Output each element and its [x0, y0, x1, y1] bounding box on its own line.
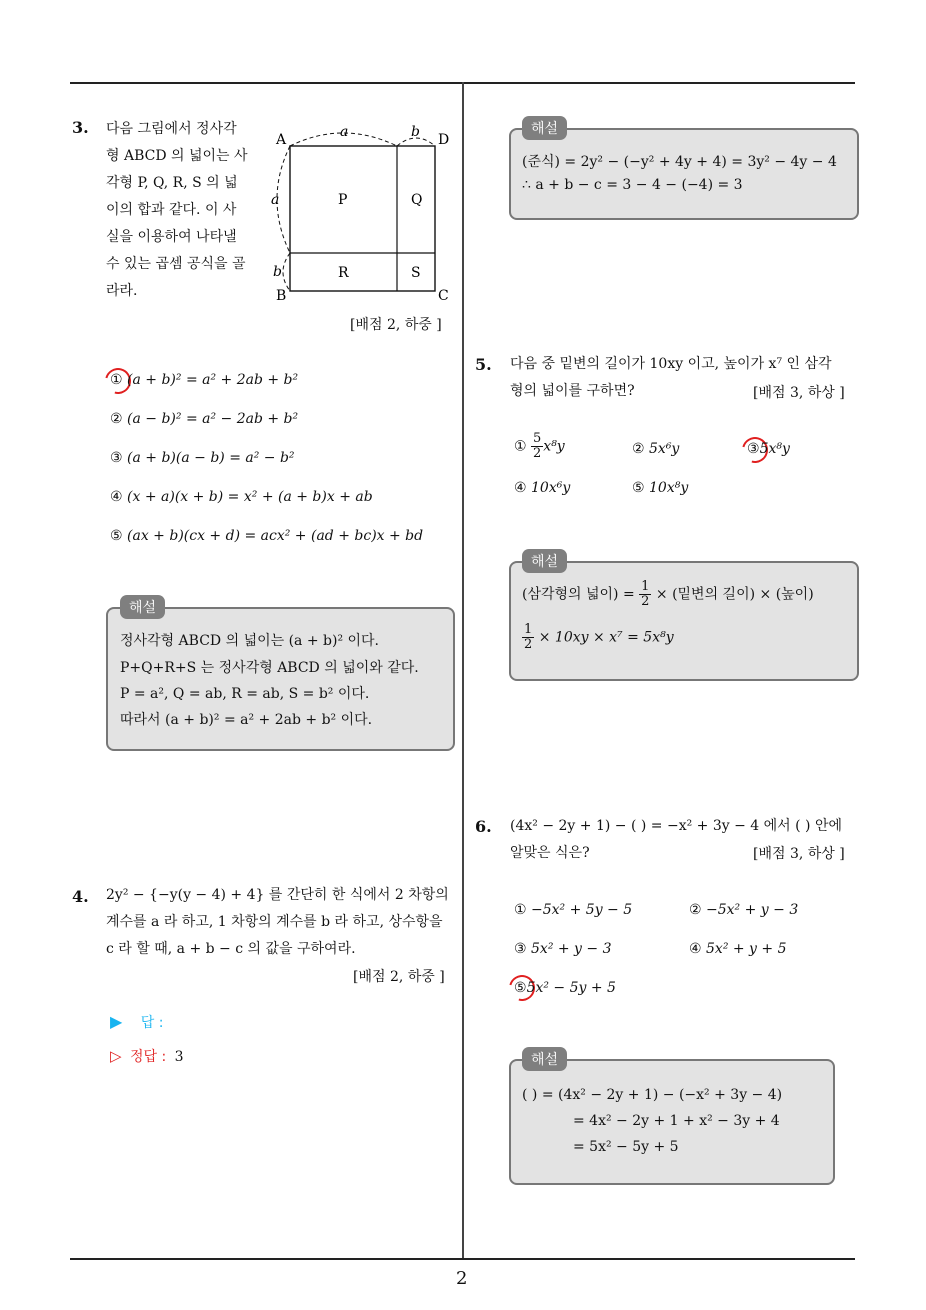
q3-line: 형 ABCD 의 넓이는 사 [106, 148, 248, 164]
q6-line: 알맞은 식은? [510, 845, 590, 861]
q5-explanation-box [509, 561, 859, 681]
label-b-left: b [273, 264, 282, 280]
q3-line: 이의 합과 같다. 이 사 [106, 202, 237, 218]
q5-line: 형의 넓이를 구하면? [510, 383, 635, 399]
q3-option[interactable]: ③ (a + b)(a − b) = a² − b² [110, 450, 295, 466]
label-S: S [411, 265, 421, 281]
label-A: A [276, 132, 287, 148]
q3-option[interactable]: ⑤ (ax + b)(cx + d) = acx² + (ad + bc)x + bd [110, 528, 424, 544]
fraction: $\frac{1}{2}$ [524, 622, 533, 652]
label-Q: Q [411, 192, 423, 208]
explain-line: = 4x² − 2y + 1 + x² − 3y + 4 [573, 1113, 780, 1129]
q6-option[interactable]: ② −5x² + y − 3 [689, 902, 799, 918]
page-number: 2 [456, 1268, 468, 1289]
explain-line: ( ) = (4x² − 2y + 1) − (−x² + 3y − 4) [522, 1087, 783, 1103]
play-outline-icon: ▷ [110, 1047, 122, 1065]
column-divider [462, 82, 464, 1259]
q4-explanation-box [509, 128, 859, 220]
q5-option[interactable]: ③5x⁸y [747, 441, 790, 457]
answer-label: 답 : [140, 1015, 164, 1031]
q3-score: [배점 2, 하중 ] [350, 317, 442, 333]
q5-explanation-tag: 해설 [522, 549, 567, 573]
q5-line: 다음 중 밑변의 길이가 10xy 이고, 높이가 x⁷ 인 삼각 [510, 356, 832, 372]
q4-score: [배점 2, 하중 ] [353, 969, 445, 985]
q4-line: 계수를 a 라 하고, 1 차항의 계수를 b 라 하고, 상수항을 [106, 914, 443, 930]
correct-value: 3 [174, 1049, 184, 1065]
q3-line: 다음 그림에서 정사각 [106, 121, 237, 137]
q3-option[interactable]: ④ (x + a)(x + b) = x² + (a + b)x + ab [110, 489, 373, 505]
q3-explanation-box [106, 607, 455, 751]
q4-text [106, 882, 449, 963]
q3-line: 각형 P, Q, R, S 의 넓 [106, 175, 238, 191]
q5-number: 5. [475, 355, 492, 374]
explain-line: P = a², Q = ab, R = ab, S = b² 이다. [120, 686, 370, 702]
q6-option[interactable]: ③ 5x² + y − 3 [514, 941, 612, 957]
q5-option[interactable]: ④ 10x⁶y [514, 480, 571, 496]
q4-explanation-tag: 해설 [522, 116, 567, 140]
bottom-rule [70, 1258, 855, 1260]
explain-line: 정사각형 ABCD 의 넓이는 (a + b)² 이다. [120, 633, 380, 649]
answer-row[interactable] [110, 1012, 163, 1032]
explain-line: = 5x² − 5y + 5 [573, 1139, 679, 1155]
q5-option[interactable]: ⑤ 10x⁸y [632, 480, 689, 496]
explain-line: (준식) = 2y² − (−y² + 4y + 4) = 3y² − 4y − 4 [522, 154, 837, 170]
q6-option[interactable]: ① −5x² + 5y − 5 [514, 902, 633, 918]
label-b-top: b [411, 124, 420, 140]
q6-option[interactable]: ⑤5x² − 5y + 5 [514, 980, 616, 996]
play-icon: ▶ [110, 1012, 123, 1031]
q5-score: [배점 3, 하상 ] [753, 385, 845, 401]
q6-option[interactable]: ④ 5x² + y + 5 [689, 941, 787, 957]
fraction: $\frac{1}{2}$ [641, 579, 650, 609]
explain-line: $\frac{1}{2}$ × 10xy × x⁷ = 5x⁸y [524, 622, 674, 652]
explain-line: ∴ a + b − c = 3 − 4 − (−4) = 3 [522, 177, 743, 193]
label-D: D [438, 132, 450, 148]
label-a-top: a [340, 124, 349, 140]
q4-line: c 라 할 때, a + b − c 의 값을 구하여라. [106, 941, 356, 957]
correct-answer-row [110, 1046, 184, 1066]
explain-line: (삼각형의 넓이) = $\frac{1}{2}$ × (밑변의 길이) × (높이) [522, 579, 814, 609]
fraction: $\frac{5}{2}$ [533, 431, 542, 461]
label-a-left: a [271, 192, 280, 208]
q6-line: (4x² − 2y + 1) − ( ) = −x² + 3y − 4 에서 ( ) 안에 [510, 818, 843, 834]
correct-label: 정답 : [130, 1049, 167, 1065]
q5-option[interactable]: ① $\frac{5}{2}$ x⁸y [514, 431, 565, 461]
label-P: P [338, 192, 348, 208]
q3-line: 라라. [106, 283, 138, 299]
q3-text [106, 116, 248, 305]
q3-number: 3. [72, 118, 89, 137]
q3-option[interactable]: ② (a − b)² = a² − 2ab + b² [110, 411, 299, 427]
q3-square-figure [268, 122, 458, 308]
q4-line: 2y² − {−y(y − 4) + 4} 를 간단히 한 식에서 2 차항의 [106, 887, 449, 903]
label-R: R [338, 265, 349, 281]
q6-number: 6. [475, 817, 492, 836]
q3-line: 실을 이용하여 나타낼 [106, 229, 237, 245]
q5-option[interactable]: ② 5x⁶y [632, 441, 680, 457]
q3-explanation-tag: 해설 [120, 595, 165, 619]
q3-line: 수 있는 곱셈 공식을 골 [106, 256, 246, 272]
explain-line: 따라서 (a + b)² = a² + 2ab + b² 이다. [120, 712, 373, 728]
q6-score: [배점 3, 하상 ] [753, 846, 845, 862]
q3-option[interactable]: ① (a + b)² = a² + 2ab + b² [110, 372, 299, 388]
label-C: C [438, 288, 449, 304]
label-B: B [276, 288, 287, 304]
q4-number: 4. [72, 887, 89, 906]
q6-explanation-tag: 해설 [522, 1047, 567, 1071]
explain-line: P+Q+R+S 는 정사각형 ABCD 의 넓이와 같다. [120, 660, 419, 676]
